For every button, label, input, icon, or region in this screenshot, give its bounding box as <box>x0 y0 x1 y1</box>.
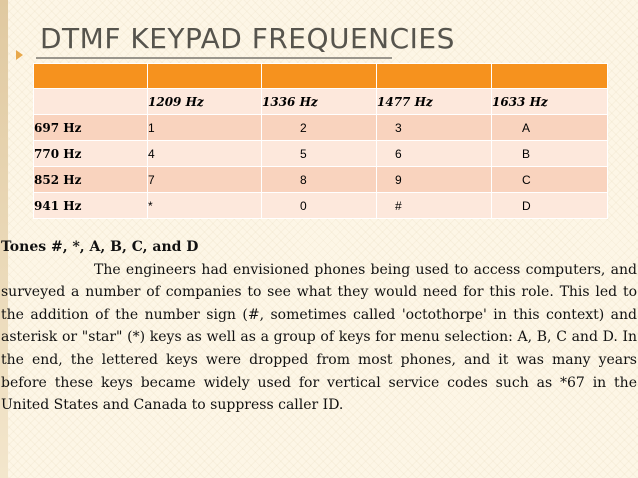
table-header-cell <box>262 64 377 89</box>
table-header-band <box>34 64 608 89</box>
key-cell: 1 <box>148 115 262 141</box>
key-cell: 5 <box>262 141 377 167</box>
column-frequency: 1633 Hz <box>492 89 608 115</box>
column-frequency: 1477 Hz <box>377 89 492 115</box>
key-cell: * <box>148 193 262 219</box>
table-row <box>34 193 608 219</box>
column-frequency: 1336 Hz <box>262 89 377 115</box>
key-cell: A <box>492 115 608 141</box>
key-cell: 6 <box>377 141 492 167</box>
key-cell: 4 <box>148 141 262 167</box>
key-cell: D <box>492 193 608 219</box>
table-row <box>34 141 608 167</box>
body-text <box>1 236 637 417</box>
row-frequency: 852 Hz <box>34 167 148 193</box>
table-header-cell <box>148 64 262 89</box>
table-header-cell <box>377 64 492 89</box>
key-cell: 8 <box>262 167 377 193</box>
table-header-cell <box>34 64 148 89</box>
key-cell: B <box>492 141 608 167</box>
slide-title: DTMF KEYPAD FREQUENCIES <box>40 22 455 55</box>
row-frequency: 770 Hz <box>34 141 148 167</box>
key-cell: 9 <box>377 167 492 193</box>
key-cell: 7 <box>148 167 262 193</box>
table-row <box>34 167 608 193</box>
row-frequency: 941 Hz <box>34 193 148 219</box>
row-frequency: 697 Hz <box>34 115 148 141</box>
key-cell: 3 <box>377 115 492 141</box>
title-underline <box>36 57 392 59</box>
table-row <box>34 115 608 141</box>
key-cell: 0 <box>262 193 377 219</box>
key-cell: 2 <box>262 115 377 141</box>
bullet-arrow-icon <box>16 50 23 60</box>
body-paragraph: The engineers had envisioned phones being used to access computers, and surveyed a number of companies to see what they would need for this role. This led to the addition of the number sign (#, sometimes called 'octothorpe' in this context) and asterisk or "star" (*) keys as well as a group of keys for menu selection: A, B, C and D. In the end, the lettered keys were dropped from most phones, and it was many years before these keys became widely used for vertical service codes such as *67 in the United States and Canada to suppress caller ID. <box>1 261 637 414</box>
corner-cell <box>34 89 148 115</box>
table-header-cell <box>492 64 608 89</box>
key-cell: # <box>377 193 492 219</box>
column-frequency: 1209 Hz <box>148 89 262 115</box>
table-row-column-frequencies <box>34 89 608 115</box>
subheading: Tones #, *, A, B, C, and D <box>1 239 199 255</box>
dtmf-frequency-table <box>33 63 608 219</box>
key-cell: C <box>492 167 608 193</box>
